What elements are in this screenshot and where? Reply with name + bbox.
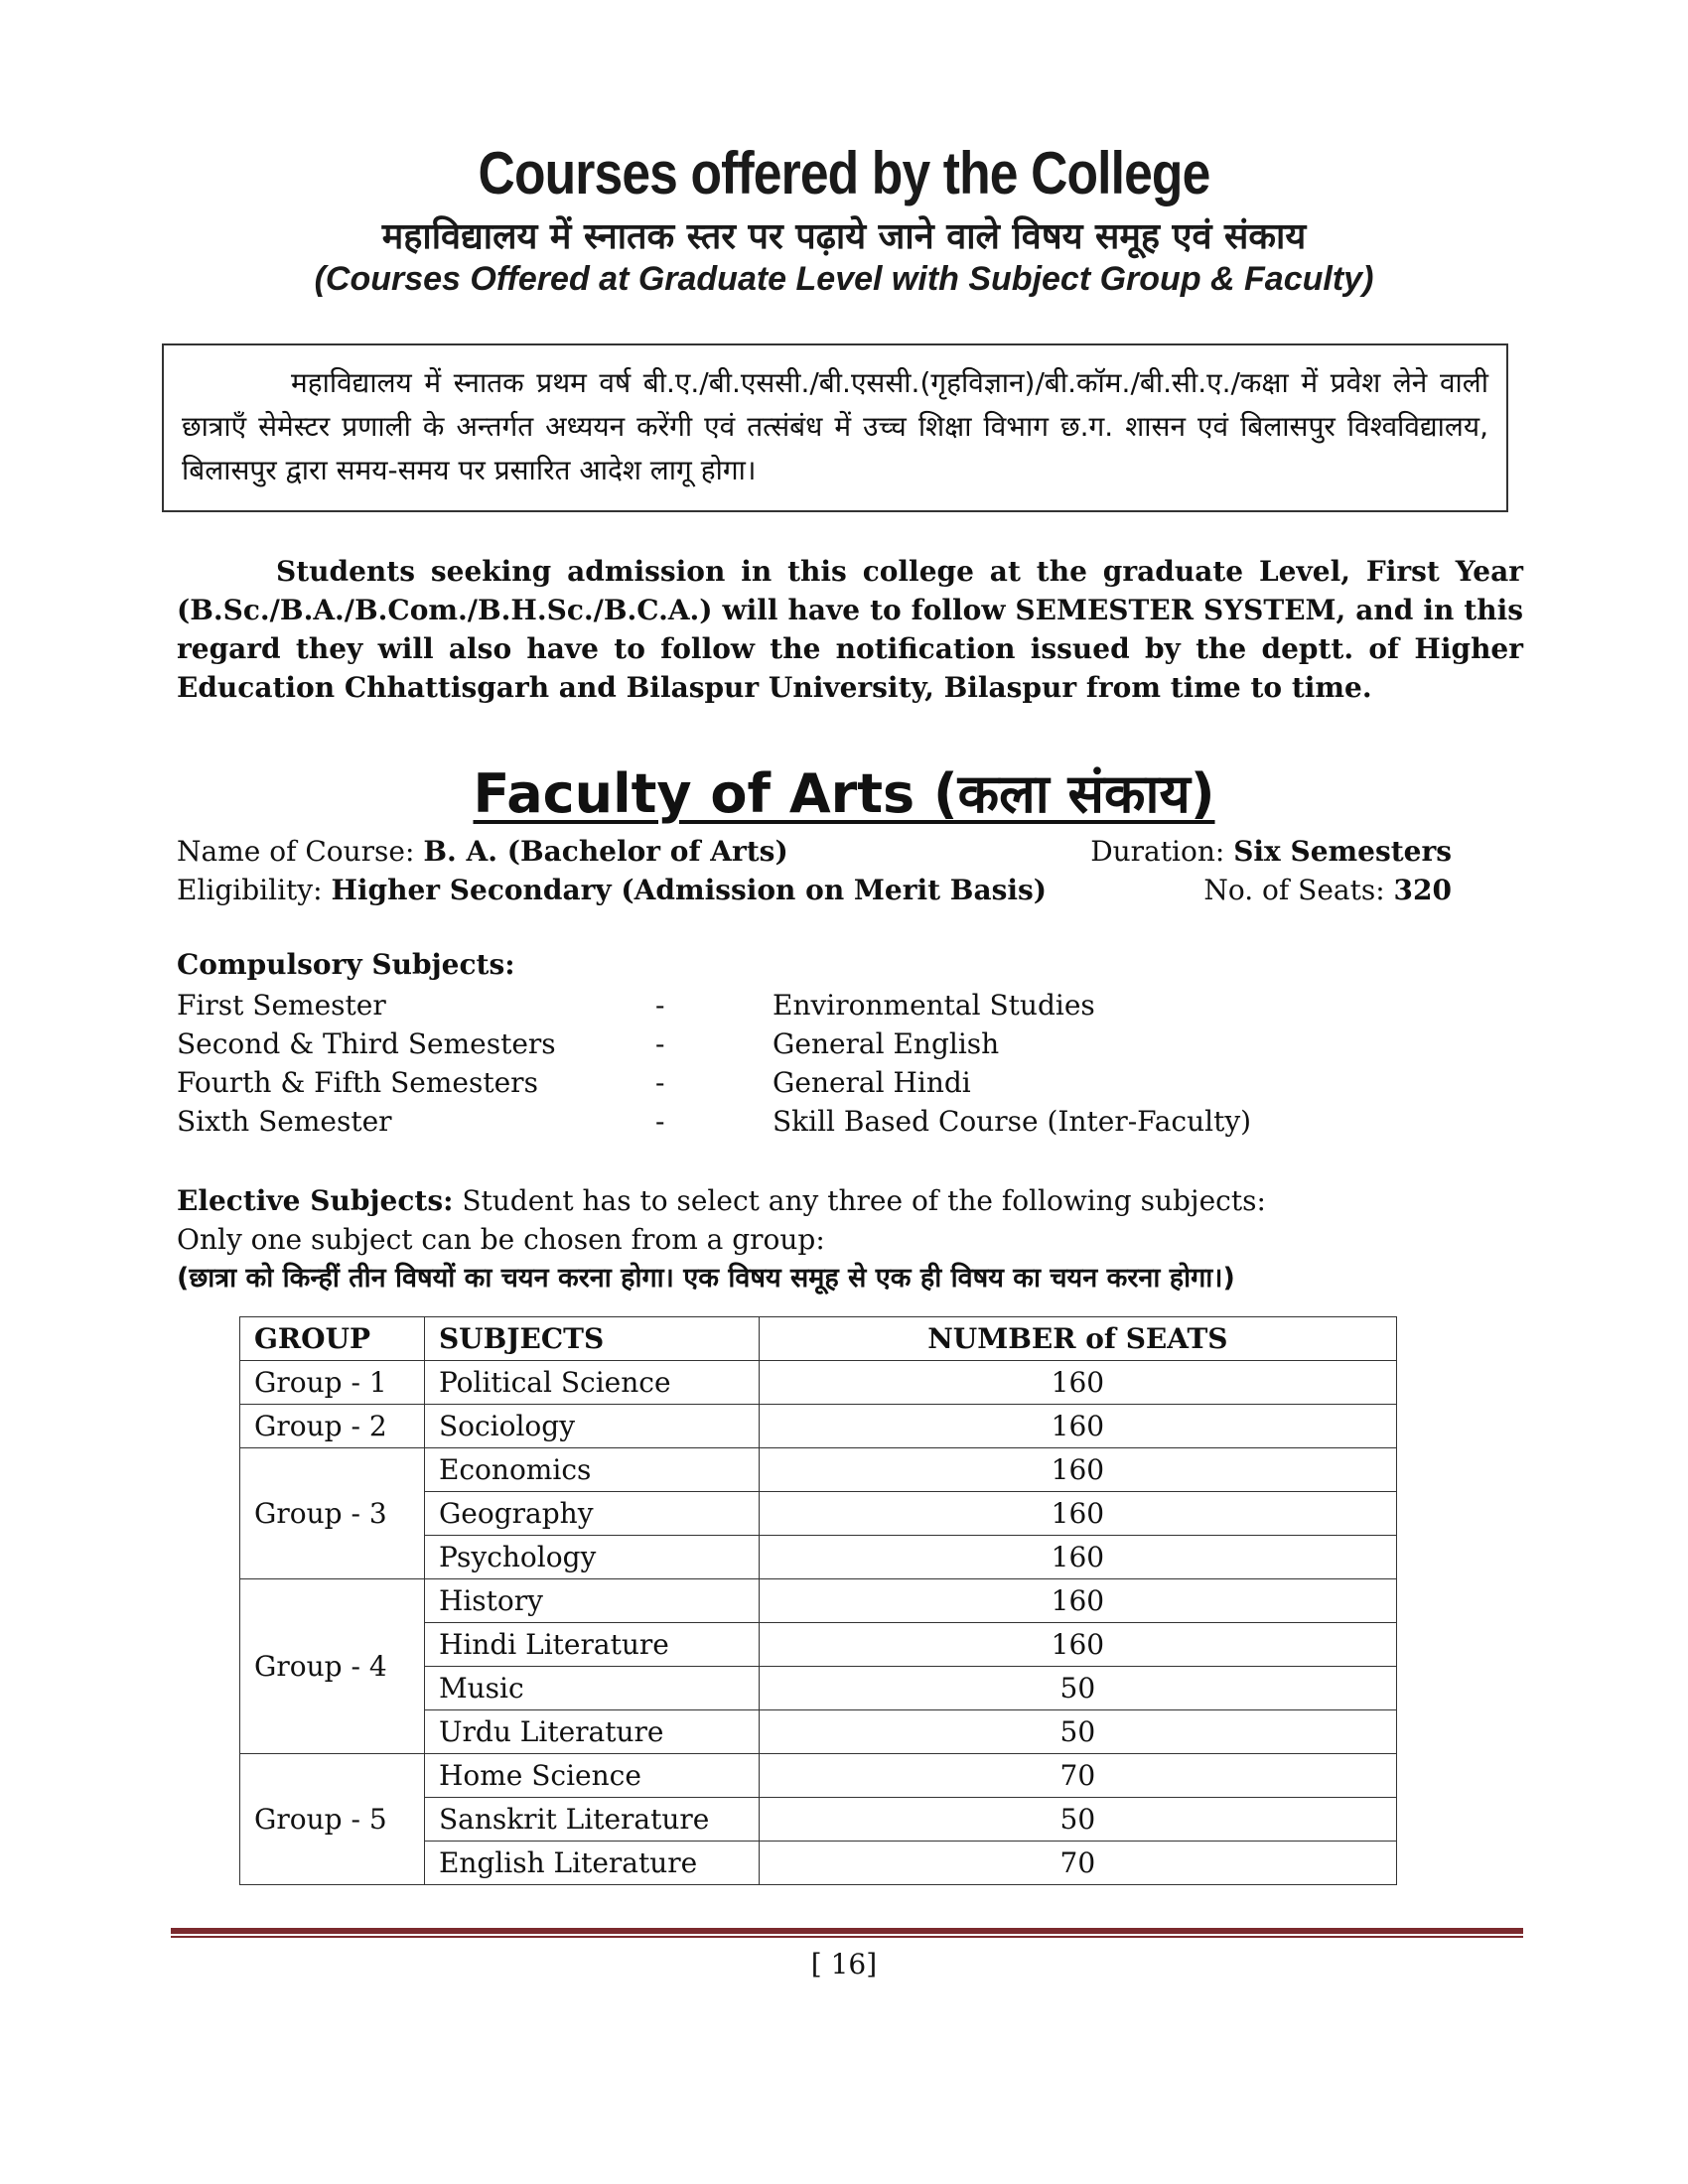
subject-cell: Sociology bbox=[424, 1405, 759, 1448]
elective-line2: Only one subject can be chosen from a group: bbox=[177, 1223, 825, 1256]
eligibility-value: Higher Secondary (Admission on Merit Basis) bbox=[331, 874, 1048, 906]
semester-label: Sixth Semester bbox=[177, 1105, 392, 1138]
seats-cell: 70 bbox=[759, 1754, 1396, 1798]
hindi-notice-box: महाविद्यालय में स्नातक प्रथम वर्ष बी.ए./बी.एससी./बी.एससी.(गृहविज्ञान)/बी.कॉम./बी.सी.ए./कक्षा में प्रवेश लेने वाली छात्राएँ सेमेस्टर प्रणाली के अन्तर्गत अध्ययन करेंगी एवं तत्संबंध में उच्च शिक्षा विभाग छ.ग. शासन एवं बिलासपुर विश्वविद्यालय, बिलासपुर द्वारा समय-समय पर प्रसारित आदेश लागू होगा। bbox=[162, 343, 1508, 512]
list-item bbox=[177, 1102, 1368, 1141]
dash: - bbox=[655, 1027, 665, 1060]
semester-label: Fourth & Fifth Semesters bbox=[177, 1066, 538, 1099]
table-row bbox=[240, 1579, 1397, 1623]
seats-cell: 160 bbox=[759, 1623, 1396, 1667]
seats-value: 320 bbox=[1393, 874, 1452, 906]
elective-text: Student has to select any three of the following subjects: bbox=[462, 1184, 1266, 1217]
seats-cell: 160 bbox=[759, 1492, 1396, 1536]
seats-cell: 160 bbox=[759, 1448, 1396, 1492]
seats-cell: 160 bbox=[759, 1361, 1396, 1405]
seats-label: No. of Seats: bbox=[1203, 874, 1385, 906]
seats-cell: 50 bbox=[759, 1798, 1396, 1842]
table-row bbox=[240, 1405, 1397, 1448]
subject-cell: Psychology bbox=[424, 1536, 759, 1579]
subject-cell: Home Science bbox=[424, 1754, 759, 1798]
subject-cell: Urdu Literature bbox=[424, 1710, 759, 1754]
seats-cell: 160 bbox=[759, 1536, 1396, 1579]
course-name-value: B. A. (Bachelor of Arts) bbox=[423, 835, 788, 868]
elective-label: Elective Subjects: bbox=[177, 1184, 454, 1217]
group-cell: Group - 2 bbox=[240, 1405, 425, 1448]
table-header-row bbox=[240, 1317, 1397, 1361]
page-number: [ 16] bbox=[810, 1948, 878, 1980]
seats-cell: 160 bbox=[759, 1579, 1396, 1623]
seats-cell: 70 bbox=[759, 1842, 1396, 1885]
group-cell: Group - 1 bbox=[240, 1361, 425, 1405]
semester-label: Second & Third Semesters bbox=[177, 1027, 556, 1060]
column-header-subjects: SUBJECTS bbox=[424, 1317, 759, 1361]
dash: - bbox=[655, 989, 665, 1022]
list-item bbox=[177, 1024, 1368, 1063]
column-header-seats: NUMBER of SEATS bbox=[759, 1317, 1396, 1361]
subject-cell: History bbox=[424, 1579, 759, 1623]
semester-label: First Semester bbox=[177, 989, 386, 1022]
faculty-heading-text: Faculty of Arts (कला संकाय) bbox=[473, 762, 1215, 825]
subject-cell: Geography bbox=[424, 1492, 759, 1536]
dash: - bbox=[655, 1066, 665, 1099]
table-row bbox=[240, 1448, 1397, 1492]
eligibility-label: Eligibility: bbox=[177, 874, 323, 906]
intro-paragraph: Students seeking admission in this college at the graduate Level, First Year (B.Sc./B.A./B.Com./B.H.Sc./B.C.A.) will have to follow SEMESTER SYSTEM, and in this regard they will also have to follow the notification issued by the deptt. of Higher Education Chhattisgarh and Bilaspur University, Bilaspur from time to time. bbox=[177, 555, 1523, 704]
page-title: Courses offered by the College bbox=[478, 140, 1210, 206]
page-title-hindi: महाविद्यालय में स्नातक स्तर पर पढ़ाये जाने वाले विषय समूह एवं संकाय bbox=[381, 216, 1307, 257]
subject-cell: Political Science bbox=[424, 1361, 759, 1405]
list-item bbox=[177, 1063, 1368, 1102]
compulsory-list bbox=[177, 986, 1368, 1141]
subject-cell: Music bbox=[424, 1667, 759, 1710]
subject-cell: Sanskrit Literature bbox=[424, 1798, 759, 1842]
group-cell: Group - 5 bbox=[240, 1754, 425, 1885]
group-cell: Group - 3 bbox=[240, 1448, 425, 1579]
subject-label: Skill Based Course (Inter-Faculty) bbox=[773, 1105, 1252, 1138]
column-header-group: GROUP bbox=[240, 1317, 425, 1361]
course-duration bbox=[1090, 832, 1452, 871]
subject-label: Environmental Studies bbox=[773, 989, 1095, 1022]
page-subtitle: (Courses Offered at Graduate Level with Subject Group & Faculty) bbox=[314, 260, 1374, 298]
subject-cell: English Literature bbox=[424, 1842, 759, 1885]
subject-label: General English bbox=[773, 1027, 1000, 1060]
course-name bbox=[177, 832, 788, 871]
compulsory-heading: Compulsory Subjects: bbox=[177, 948, 515, 981]
seats-cell: 50 bbox=[759, 1710, 1396, 1754]
number-of-seats bbox=[1203, 871, 1452, 909]
course-name-label: Name of Course: bbox=[177, 835, 415, 868]
subject-label: General Hindi bbox=[773, 1066, 971, 1099]
seats-cell: 160 bbox=[759, 1405, 1396, 1448]
dash: - bbox=[655, 1105, 665, 1138]
duration-label: Duration: bbox=[1090, 835, 1225, 868]
footer-rule-thin bbox=[171, 1936, 1523, 1938]
elective-instructions bbox=[177, 1181, 1468, 1259]
list-item bbox=[177, 986, 1368, 1024]
eligibility bbox=[177, 871, 1047, 909]
elective-hindi-note: (छात्रा को किन्हीं तीन विषयों का चयन करना होगा। एक विषय समूह से एक ही विषय का चयन करना होगा।) bbox=[177, 1263, 1235, 1294]
group-cell: Group - 4 bbox=[240, 1579, 425, 1754]
table-row bbox=[240, 1361, 1397, 1405]
seats-table bbox=[239, 1316, 1397, 1885]
footer-rule bbox=[171, 1928, 1523, 1934]
subject-cell: Hindi Literature bbox=[424, 1623, 759, 1667]
table-row bbox=[240, 1754, 1397, 1798]
duration-value: Six Semesters bbox=[1233, 835, 1452, 868]
seats-cell: 50 bbox=[759, 1667, 1396, 1710]
faculty-heading bbox=[0, 754, 1688, 828]
subject-cell: Economics bbox=[424, 1448, 759, 1492]
